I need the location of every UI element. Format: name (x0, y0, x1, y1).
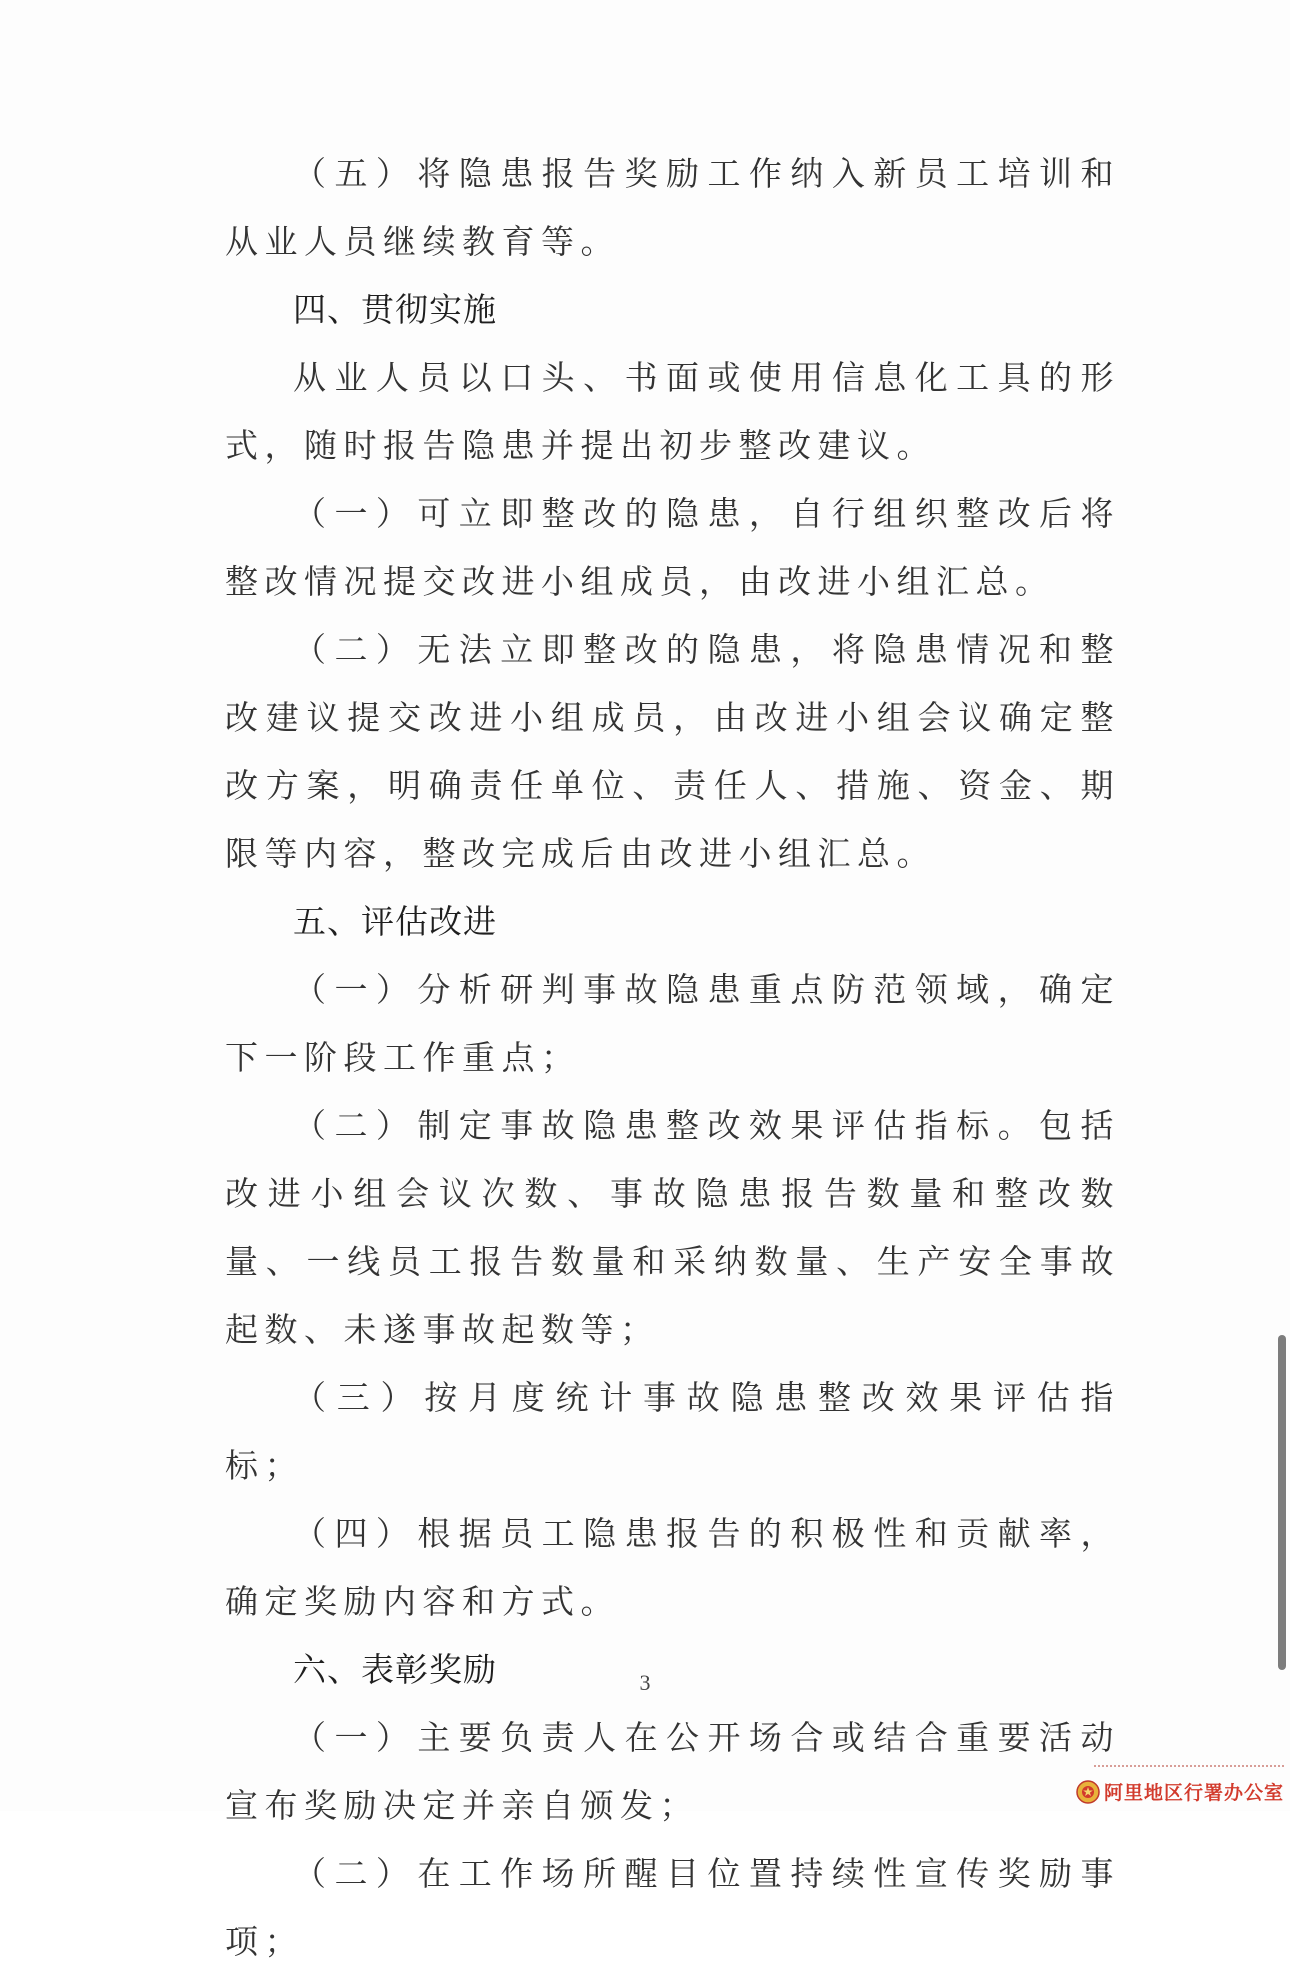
emblem-icon (1076, 1780, 1100, 1804)
paragraph-publicity: （二）在工作场所醒目位置持续性宣传奖励事项； (225, 1854, 1120, 1961)
paragraph-deferred-fix: （二）无法立即整改的隐患，将隐患情况和整改建议提交改进小组成员，由改进小组会议确定整改方案，明确责任单位、责任人、措施、资金、期限等内容，整改完成后由改进小组汇总。 (225, 630, 1120, 873)
paragraph-monthly-stats: （三）按月度统计事故隐患整改效果评估指标； (225, 1378, 1120, 1485)
paragraph-report-methods: 从业人员以口头、书面或使用信息化工具的形式，随时报告隐患并提出初步整改建议。 (225, 358, 1120, 465)
scrollbar-thumb[interactable] (1278, 1335, 1286, 1670)
section-heading-awards: 六、表彰奖励 (293, 1650, 497, 1689)
paragraph-metrics: （二）制定事故隐患整改效果评估指标。包括改进小组会议次数、事故隐患报告数量和整改数量、一线员工报告数量和采纳数量、生产安全事故起数、未遂事故起数等； (225, 1106, 1120, 1349)
paragraph-training: （五）将隐患报告奖励工作纳入新员工培训和从业人员继续教育等。 (225, 154, 1120, 261)
page-number: 3 (639, 1670, 651, 1695)
vertical-scrollbar[interactable] (1272, 0, 1290, 1811)
document-body (225, 140, 1120, 1976)
office-watermark (1076, 1778, 1284, 1805)
watermark-text: 阿里地区行署办公室 (1103, 1782, 1284, 1804)
watermark-decoration (1094, 1765, 1284, 1773)
paragraph-analysis: （一）分析研判事故隐患重点防范领域，确定下一阶段工作重点； (225, 970, 1120, 1077)
section-heading-implementation: 四、贯彻实施 (293, 290, 497, 329)
paragraph-immediate-fix: （一）可立即整改的隐患，自行组织整改后将整改情况提交改进小组成员，由改进小组汇总。 (225, 494, 1120, 601)
paragraph-reward-content: （四）根据员工隐患报告的积极性和贡献率，确定奖励内容和方式。 (225, 1514, 1120, 1621)
section-heading-evaluation: 五、评估改进 (293, 902, 497, 941)
paragraph-public-award: （一）主要负责人在公开场合或结合重要活动宣布奖励决定并亲自颁发； (225, 1718, 1120, 1825)
